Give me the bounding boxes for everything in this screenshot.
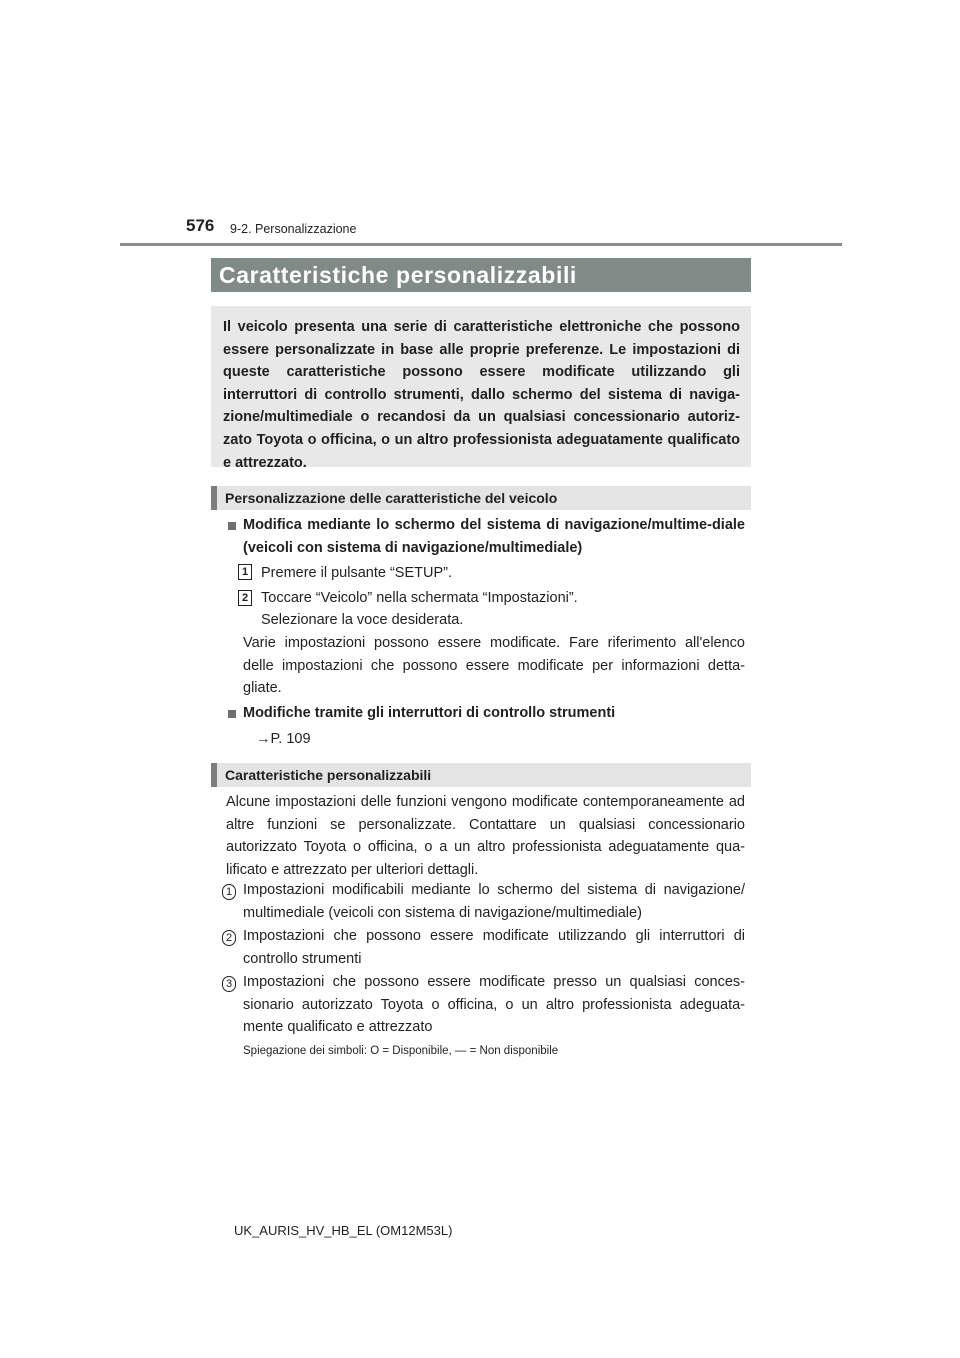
step-text-2: Toccare “Veicolo” nella schermata “Impostazioni”. xyxy=(261,590,578,606)
bullet-square-icon xyxy=(228,710,236,718)
step-number-2: 2 xyxy=(238,590,252,606)
features-paragraph: Alcune impostazioni delle funzioni vengono modificate contemporaneamente ad altre funzioni se personalizzate. Contattare un qualsiasi concessionario autorizzato Toyota o officina, o a un altro professionista adeguatamente qua-lificato e attrezzato per ulteriori dettagli. xyxy=(226,794,745,878)
section-label: 9-2. Personalizzazione xyxy=(230,222,357,236)
header-divider xyxy=(120,243,842,246)
bullet-title-instrument-switches: Modifiche tramite gli interruttori di controllo strumenti xyxy=(243,705,616,721)
section-heading-features: Caratteristiche personalizzabili xyxy=(211,763,751,787)
bullet-title-navigation: Modifica mediante lo schermo del sistema di navigazione/multime-diale (veicoli con sistema di navigazione/multimediale) xyxy=(243,517,745,556)
page-number: 576 xyxy=(186,216,215,235)
navigation-note: Varie impostazioni possono essere modificate. Fare riferimento all'elenco delle impostazioni che possono essere modificate per informazioni detta-gliate. xyxy=(243,635,745,697)
item-number-1: 1 xyxy=(222,884,236,900)
step-text-2-continuation: Selezionare la voce desiderata. xyxy=(261,612,464,628)
item-text-2: Impostazioni che possono essere modificate utilizzando gli interruttori di controllo strumenti xyxy=(243,928,745,967)
intro-box: Il veicolo presenta una serie di caratteristiche elettroniche che possono essere personalizzate in base alle proprie preferenze. Le impostazioni di queste caratteristiche possono essere modificate utilizzando gli interruttori di controllo strumenti, dallo schermo del sistema di naviga-zione/multimediale o recandosi da un qualsiasi concessionario autoriz-zato Toyota o officina, o un altro professionista adeguatamente qualificato e attrezzato. xyxy=(211,306,751,467)
step-text-1: Premere il pulsante “SETUP”. xyxy=(261,565,452,581)
item-number-3: 3 xyxy=(222,976,236,992)
symbol-legend: Spiegazione dei simboli: O = Disponibile, — = Non disponibile xyxy=(243,1045,559,1057)
step-number-1: 1 xyxy=(238,564,252,580)
bullet-square-icon xyxy=(228,522,236,530)
item-text-3: Impostazioni che possono essere modificate presso un qualsiasi conces-sionario autorizzato Toyota o officina, o un altro professionista adeguata-mente qualificato e attrezzato xyxy=(243,974,745,1036)
page-title: Caratteristiche personalizzabili xyxy=(211,258,751,292)
page-reference-link[interactable]: →P. 109 xyxy=(256,731,311,747)
section-heading-personalization: Personalizzazione delle caratteristiche del veicolo xyxy=(211,486,751,510)
item-text-1: Impostazioni modificabili mediante lo schermo del sistema di navigazione/ multimediale (veicoli con sistema di navigazione/multimediale) xyxy=(243,882,745,921)
item-number-2: 2 xyxy=(222,930,236,946)
document-footer: UK_AURIS_HV_HB_EL (OM12M53L) xyxy=(234,1223,453,1238)
